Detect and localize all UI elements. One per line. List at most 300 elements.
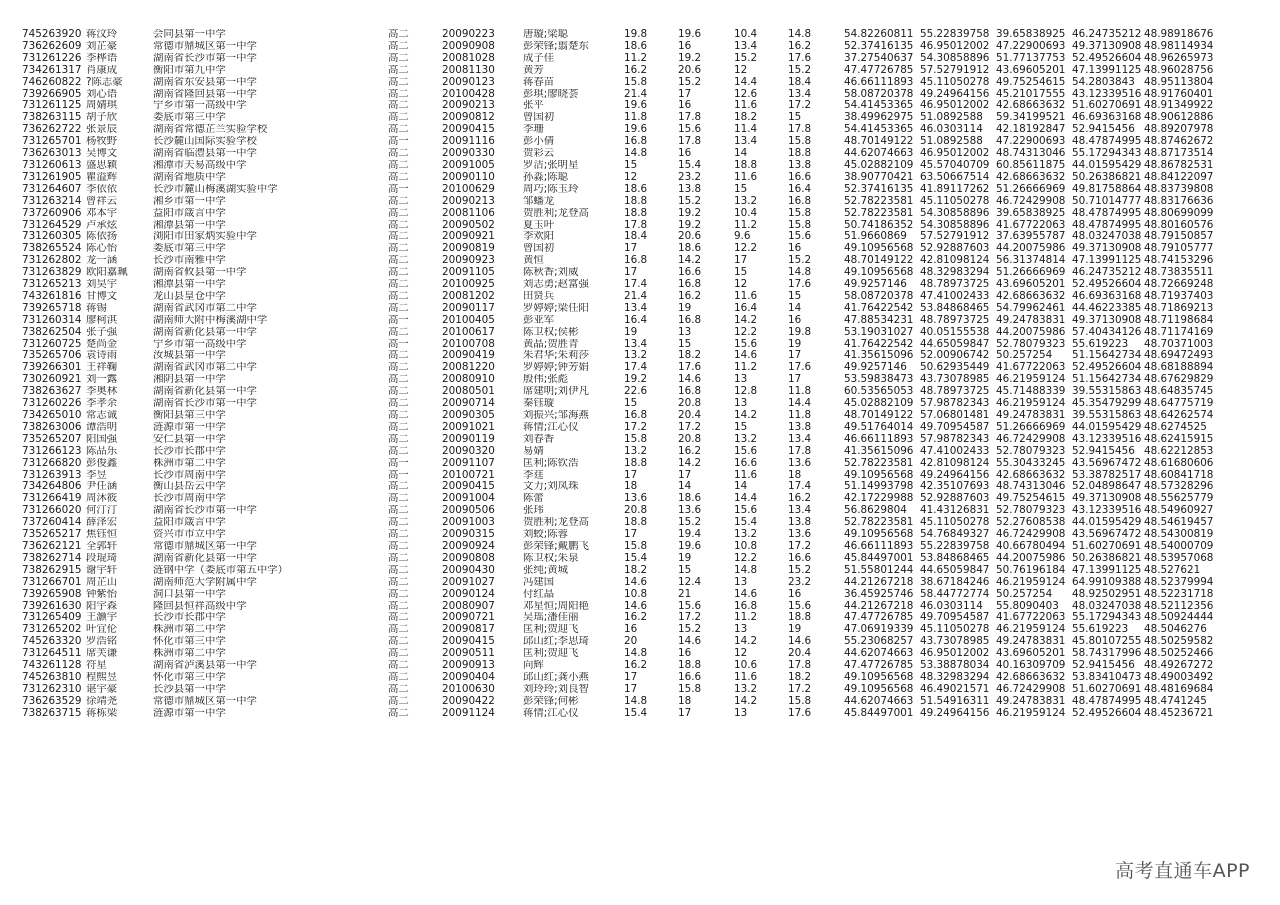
table-cell: 湖南省东安县第一中学 (153, 76, 257, 88)
table-cell: 731266701 (22, 576, 82, 588)
table-cell: 731265409 (22, 612, 82, 624)
table-cell: 37.27540637 (844, 52, 914, 64)
table-cell: 涟源市第一中学 (153, 421, 226, 433)
table-row (22, 220, 1217, 232)
table-cell: 48.87173514 (1144, 148, 1214, 160)
table-cell: 52.78079323 (996, 445, 1066, 457)
table-cell: 16 (678, 40, 692, 52)
table-cell: 14.6 (734, 350, 758, 362)
table-row (22, 255, 1217, 267)
table-cell: 48.80160576 (1144, 219, 1214, 231)
table-cell: 57.06801481 (920, 410, 990, 421)
table-cell: 薛泽宏 (86, 517, 118, 529)
table-cell: 45.35479299 (1072, 398, 1142, 410)
table-cell: 湖南省长沙市第一中学 (153, 52, 257, 64)
table-cell: 48.91760401 (1144, 88, 1214, 100)
table-cell: 14.6 (678, 374, 702, 386)
table-cell: 杨牧野 (86, 136, 118, 148)
table-cell: 731263214 (22, 195, 82, 207)
table-cell: 48.52379994 (1144, 576, 1214, 588)
table-cell: 53.84868465 (920, 302, 990, 314)
table-cell: 47.47726785 (844, 612, 914, 624)
table-cell: 15 (788, 112, 802, 124)
table-cell: 20090913 (442, 660, 495, 672)
table-row (22, 708, 1217, 720)
table-cell: 51.15642734 (1072, 350, 1142, 362)
table-cell: 13.2 (734, 433, 758, 445)
table-cell: 16.2 (624, 660, 648, 672)
table-cell: 47.47726785 (844, 660, 914, 672)
table-cell: 18.4 (624, 231, 648, 243)
table-cell: 15 (678, 338, 692, 350)
table-cell: 湖南省新化县第一中学 (153, 326, 257, 338)
table-cell: 10.8 (624, 588, 648, 600)
table-cell: 48.78973725 (920, 386, 990, 398)
table-cell: 57.40434126 (1072, 326, 1142, 338)
table-cell: 20090330 (442, 148, 495, 160)
table-cell: 17 (624, 671, 638, 683)
table-cell: 40.66780494 (996, 540, 1066, 552)
table-row (22, 184, 1217, 196)
table-cell: 46.66111893 (844, 76, 914, 88)
table-cell: 14.6 (788, 636, 812, 648)
table-cell: 48.32983294 (920, 267, 990, 279)
table-cell: 邓星恒;周阳艳 (523, 600, 589, 612)
table-cell: 46.69363168 (1072, 290, 1142, 302)
table-cell: 11.6 (734, 171, 758, 183)
table-cell: 长沙市南雅中学 (153, 255, 226, 267)
table-cell: 49.9257146 (844, 362, 907, 374)
table-cell: 17 (678, 469, 692, 481)
table-cell: 45.71488339 (996, 386, 1066, 398)
table-cell: 高二 (388, 362, 409, 374)
watermark: 高考直通车APP (1115, 860, 1250, 882)
table-row (22, 386, 1217, 398)
table-cell: 付红晶 (523, 588, 555, 600)
table-cell: 13.8 (678, 183, 702, 195)
table-cell: 38.90770421 (844, 171, 914, 183)
table-cell: 长沙麓山国际实验学校 (153, 136, 257, 148)
table-cell: 刘春香 (523, 433, 555, 445)
table-cell: 20090430 (442, 564, 495, 576)
table-cell: 李莛 (523, 469, 544, 481)
table-cell: 54.2803843 (1072, 76, 1135, 88)
table-row (22, 648, 1217, 660)
table-cell: 20090921 (442, 231, 495, 243)
table-cell: 株洲市第二中学 (153, 624, 226, 636)
table-cell: 易婧 (523, 445, 544, 457)
table-cell: 20090404 (442, 671, 495, 683)
table-cell: 44.65059847 (920, 338, 990, 350)
table-cell: 49.24964156 (920, 707, 990, 719)
table-cell: 20090714 (442, 398, 495, 410)
table-cell: 731266123 (22, 445, 82, 457)
table-cell: 14.2 (678, 457, 702, 469)
table-cell: 18.8 (788, 612, 812, 624)
table-row (22, 458, 1217, 470)
table-cell: 11.8 (624, 112, 648, 124)
table-cell: 41.76422542 (844, 338, 914, 350)
table-row (22, 481, 1217, 493)
table-cell: 58.44772774 (920, 588, 990, 600)
table-cell: 46.72429908 (996, 433, 1066, 445)
table-cell: 17.8 (678, 136, 702, 148)
table-cell: 高二 (388, 171, 409, 183)
table-cell: 殷伟;张彪 (523, 374, 569, 386)
table-cell: 20090213 (442, 100, 495, 112)
table-cell: 13.8 (788, 517, 812, 529)
table-cell: 17.6 (788, 52, 812, 64)
table-cell: 田贤兵 (523, 290, 555, 302)
table-cell: 46.21959124 (996, 576, 1066, 588)
table-cell: 18.4 (788, 76, 812, 88)
table-cell: 46.66111893 (844, 433, 914, 445)
table-cell: 48.83739808 (1144, 183, 1214, 195)
table-cell: 48.03247038 (1072, 600, 1142, 612)
table-cell: 48.54960927 (1144, 505, 1214, 517)
table-cell: 55.22839758 (920, 29, 990, 40)
table-cell: 隆回县恒祥高级中学 (153, 600, 247, 612)
table-cell: 48.96265973 (1144, 52, 1214, 64)
table-cell: 刘振兴;邹海燕 (523, 410, 589, 421)
table-cell: 15.8 (624, 433, 648, 445)
table-cell: 16.6 (734, 457, 758, 469)
table-cell: 15.6 (678, 124, 702, 136)
table-cell: 52.9415456 (1072, 660, 1135, 672)
table-cell: 16 (678, 100, 692, 112)
table-cell: 55.17294343 (1072, 148, 1142, 160)
table-cell: 湘潭市天易高级中学 (153, 159, 247, 171)
table-cell: 15.4 (678, 159, 702, 171)
table-cell: 罗婷婷;钟芳娟 (523, 362, 589, 374)
table-cell: 益阳市箴言中学 (153, 517, 226, 529)
table-cell: 734265010 (22, 410, 82, 421)
table-cell: 高二 (388, 707, 409, 719)
table-cell: 20.6 (678, 64, 702, 76)
table-cell: 高二 (388, 421, 409, 433)
table-cell: 高一 (388, 457, 409, 469)
table-cell: 资兴市市立中学 (153, 529, 226, 541)
table-cell: 736262722 (22, 124, 82, 136)
table-cell: 58.74317996 (1072, 648, 1142, 660)
table-cell: 14 (788, 302, 802, 314)
table-cell: 株洲市第二中学 (153, 457, 226, 469)
table-cell: 15.2 (788, 64, 812, 76)
table-cell: 20090315 (442, 529, 495, 541)
table-cell: 731261905 (22, 171, 82, 183)
table-cell: 湖南省攸县第一中学 (153, 267, 247, 279)
table-cell: 18.8 (788, 148, 812, 160)
table-cell: 20090908 (442, 40, 495, 52)
table-cell: 瞿溢辉 (86, 171, 118, 183)
table-cell: 18 (788, 469, 802, 481)
table-cell: 52.78223581 (844, 195, 914, 207)
table-cell: 47.47726785 (844, 64, 914, 76)
table-cell: 47.06919339 (844, 624, 914, 636)
table-cell: 19 (678, 552, 692, 564)
table-cell: 彭俊鑫 (86, 457, 118, 469)
table-cell: 湖南省长沙市第一中学 (153, 398, 257, 410)
table-cell: 14.4 (734, 76, 758, 88)
table-row (22, 565, 1217, 577)
table-cell: 谭浩明 (86, 421, 118, 433)
table-cell: 52.49526604 (1072, 362, 1142, 374)
table-cell: 55.619223 (1072, 338, 1129, 350)
table-cell: 49.81758864 (1072, 183, 1142, 195)
table-cell: 14.8 (734, 564, 758, 576)
table-cell: 48.48169684 (1144, 683, 1214, 695)
table-cell: 10.8 (734, 540, 758, 552)
table-cell: 常志诚 (86, 410, 118, 421)
table-cell: 49.24783831 (996, 314, 1066, 326)
table-cell: 洞口县第一中学 (153, 588, 226, 600)
table-cell: 15.8 (788, 695, 812, 707)
table-cell: 731260305 (22, 231, 82, 243)
table-cell: 48.74313046 (996, 148, 1066, 160)
table-cell: 高二 (388, 600, 409, 612)
table-cell: 21 (678, 588, 692, 600)
table-cell: 12 (734, 648, 748, 660)
table-cell: 15.6 (678, 600, 702, 612)
table-cell: 17 (624, 469, 638, 481)
table-cell: 20100721 (442, 469, 495, 481)
table-cell: 48.71174169 (1144, 326, 1214, 338)
table-cell: 50.74186352 (844, 219, 914, 231)
table-cell: 42.68663632 (996, 469, 1066, 481)
table-cell: 张纯;黄城 (523, 564, 569, 576)
table-cell: 14.2 (734, 636, 758, 648)
table-cell: 13.4 (788, 88, 812, 100)
table-cell: 20090110 (442, 171, 495, 183)
table-cell: 16.2 (678, 290, 702, 302)
table-cell: 16.6 (788, 171, 812, 183)
table-cell: 高二 (388, 159, 409, 171)
table-cell: 39.55315863 (1072, 386, 1142, 398)
table-cell: 52.9415456 (1072, 124, 1135, 136)
table-cell: 52.00906742 (920, 350, 990, 362)
table-cell: 11.6 (734, 671, 758, 683)
table-cell: 23.2 (788, 576, 812, 588)
table-cell: 51.26666969 (996, 421, 1066, 433)
table-cell: 11.2 (734, 612, 758, 624)
table-cell: 46.49021571 (920, 683, 990, 695)
table-cell: 徐靖尧 (86, 695, 118, 707)
table-row (22, 41, 1217, 53)
table-cell: 黄晶;贺胜青 (523, 338, 579, 350)
table-cell: 19.2 (678, 207, 702, 219)
table-cell: 高二 (388, 207, 409, 219)
table-cell: 45.02882109 (844, 159, 914, 171)
table-cell: 43.12339516 (1072, 433, 1142, 445)
table-cell: 46.95012002 (920, 648, 990, 660)
table-cell: 20100630 (442, 683, 495, 695)
table-cell: 15.2 (788, 564, 812, 576)
table-cell: 16.2 (624, 612, 648, 624)
table-cell: 51.0892588 (920, 112, 983, 124)
table-cell: 60.85611875 (996, 159, 1066, 171)
table-cell: 高二 (388, 386, 409, 398)
table-cell: 刘志勇;赵富强 (523, 279, 589, 291)
table-cell: 15.8 (678, 683, 702, 695)
table-cell: 18.2 (624, 564, 648, 576)
table-cell: 48.91349922 (1144, 100, 1214, 112)
table-cell: 17 (788, 374, 802, 386)
table-cell: 涟钢中学（娄底市第五中学） (153, 564, 289, 576)
table-cell: 13.4 (788, 505, 812, 517)
table-cell: 17.2 (788, 683, 812, 695)
table-cell: 731260613 (22, 159, 82, 171)
table-cell: 45.57040709 (920, 159, 990, 171)
table-cell: 731260314 (22, 314, 82, 326)
table-cell: 高二 (388, 112, 409, 124)
table-cell: 廖柯淇 (86, 314, 118, 326)
table-cell: 20090305 (442, 410, 495, 421)
table-cell: 阳国强 (86, 433, 118, 445)
table-cell: 13.8 (788, 159, 812, 171)
table-cell: 衡阳市第九中学 (153, 64, 226, 76)
table-row (22, 410, 1217, 422)
table-cell: 高一 (388, 136, 409, 148)
table-cell: 55.8090403 (996, 600, 1059, 612)
table-cell: 20090506 (442, 505, 495, 517)
table-cell: 10.4 (734, 29, 758, 40)
table-cell: 邱山红;龚小燕 (523, 671, 589, 683)
table-cell: 高二 (388, 624, 409, 636)
table-cell: 49.10956568 (844, 243, 914, 255)
table-cell: 彭荣锋;何彬 (523, 695, 579, 707)
table-cell: 53.19031027 (844, 326, 914, 338)
table-cell: 738262504 (22, 326, 82, 338)
table-cell: 44.21267218 (844, 576, 914, 588)
table-cell: 20090415 (442, 481, 495, 493)
table-cell: 52.37416135 (844, 40, 914, 52)
table-cell: 张子强 (86, 326, 118, 338)
table-cell: 14.2 (734, 314, 758, 326)
table-cell: 48.70149122 (844, 410, 914, 421)
table-cell: 全郭轩 (86, 540, 118, 552)
table-cell: 12.4 (678, 576, 702, 588)
table-row (22, 589, 1217, 601)
table-cell: 20080907 (442, 600, 495, 612)
table-cell: 卢承炫 (86, 219, 118, 231)
table-cell: 49.10956568 (844, 683, 914, 695)
table-cell: 41.89117262 (920, 183, 990, 195)
table-cell: 49.75254615 (996, 76, 1066, 88)
table-cell: 52.04898647 (1072, 481, 1142, 493)
table-cell: 18.6 (678, 243, 702, 255)
table-cell: 20.4 (678, 410, 702, 421)
table-cell: 48.72669248 (1144, 279, 1214, 291)
table-cell: 16.4 (624, 314, 648, 326)
table-cell: 16 (678, 148, 692, 160)
table-cell: 43.69605201 (996, 279, 1066, 291)
table-cell: 50.76196184 (996, 564, 1066, 576)
table-cell: 袁诗雨 (86, 350, 118, 362)
score-table-body (22, 29, 1217, 720)
table-cell: 52.78079323 (996, 338, 1066, 350)
table-row (22, 696, 1217, 708)
table-cell: 734264806 (22, 481, 82, 493)
score-table (22, 29, 1217, 720)
table-cell: 13.2 (734, 683, 758, 695)
table-cell: 18.6 (678, 493, 702, 505)
table-cell: 20090817 (442, 624, 495, 636)
table-cell: 16.4 (788, 183, 812, 195)
table-cell: 14.8 (624, 148, 648, 160)
table-cell: 48.64775719 (1144, 398, 1214, 410)
table-cell: 高二 (388, 255, 409, 267)
table-cell: 益阳市箴言中学 (153, 207, 226, 219)
table-cell: 高二 (388, 612, 409, 624)
table-row (22, 446, 1217, 458)
table-cell: 匡利;贺迎飞 (523, 648, 579, 660)
table-cell: 高一 (388, 183, 409, 195)
table-cell: 42.81098124 (920, 457, 990, 469)
table-cell: 湘乡市第一中学 (153, 195, 226, 207)
table-cell: 高二 (388, 660, 409, 672)
table-cell: 46.72429908 (996, 683, 1066, 695)
table-cell: 48.74313046 (996, 481, 1066, 493)
table-cell: 48.89207978 (1144, 124, 1214, 136)
table-row (22, 303, 1217, 315)
table-cell: 49.37130908 (1072, 40, 1142, 52)
table-cell: 46.72429908 (996, 529, 1066, 541)
table-cell: 吴博文 (86, 148, 118, 160)
table-cell: 44.20075986 (996, 552, 1066, 564)
table-cell: 18.8 (624, 517, 648, 529)
table-cell: 王灏宇 (86, 612, 118, 624)
table-cell: 16.6 (678, 671, 702, 683)
table-cell: 17.2 (624, 421, 648, 433)
table-cell: 席芙谦 (86, 648, 118, 660)
table-cell: 高二 (388, 326, 409, 338)
table-cell: 周芷山 (86, 576, 118, 588)
table-cell: 38.49962975 (844, 112, 914, 124)
table-cell: 孙淼;陈聪 (523, 171, 569, 183)
table-cell: 11.2 (734, 362, 758, 374)
table-cell: 47.88534231 (844, 314, 914, 326)
table-cell: 唐璇;梁聪 (523, 29, 569, 40)
table-cell: 60.53565053 (844, 386, 914, 398)
table-cell: 40.16309709 (996, 660, 1066, 672)
table-row (22, 684, 1217, 696)
table-cell: 成子佳 (523, 52, 555, 64)
table-cell: 49.24783831 (996, 695, 1066, 707)
table-cell: 高二 (388, 219, 409, 231)
table-cell: 20081028 (442, 52, 495, 64)
table-cell: 48.47874995 (1072, 695, 1142, 707)
table-cell: 51.0892588 (920, 136, 983, 148)
table-cell: 朱君华;朱莉莎 (523, 350, 589, 362)
table-cell: 46.21959124 (996, 374, 1066, 386)
table-cell: 17.8 (788, 124, 812, 136)
table-cell: 高二 (388, 29, 409, 40)
table-cell: 45.02882109 (844, 398, 914, 410)
table-cell: 48.80699099 (1144, 207, 1214, 219)
table-cell: 叶宜伦 (86, 624, 118, 636)
table-cell: 48.92502951 (1072, 588, 1142, 600)
table-cell: 738262915 (22, 564, 82, 576)
table-cell: 湘潭县第一中学 (153, 219, 226, 231)
table-cell: 高二 (388, 100, 409, 112)
table-cell: 高二 (388, 552, 409, 564)
table-cell: 高二 (388, 433, 409, 445)
table-cell: 高二 (388, 481, 409, 493)
table-cell: 湖南省新化县第一中学 (153, 552, 257, 564)
table-cell: 52.27608538 (996, 517, 1066, 529)
table-cell: 曾国初 (523, 112, 555, 124)
table-cell: 46.21959124 (996, 707, 1066, 719)
